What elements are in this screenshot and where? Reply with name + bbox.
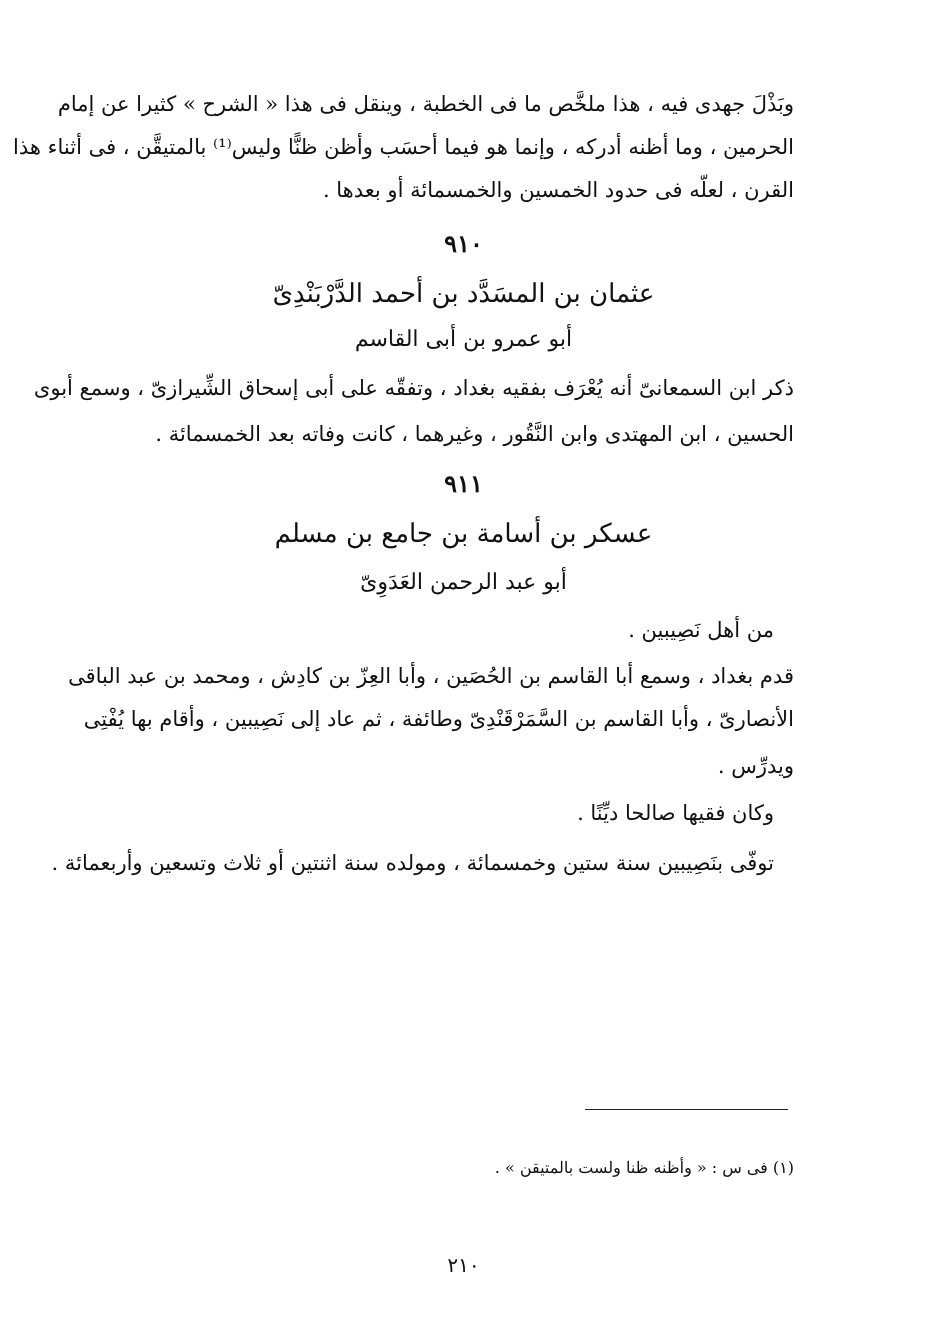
entry-911-character: وكان فقيها صالحا ديِّنًا .	[577, 801, 774, 825]
entry-name-910: عثمان بن المسَدَّد بن أحمد الدَّرْبَنْدِىّ	[272, 279, 655, 309]
entry-911-line-1: قدم بغداد ، وسمع أبا القاسم بن الحُصَين ، وأبا العِزّ بن كادِش ، ومحمد بن عبد الباقى	[68, 664, 794, 688]
entry-name-911: عسكر بن أسامة بن جامع بن مسلم	[274, 519, 653, 549]
page-number: ٢١٠	[447, 1253, 480, 1277]
entry-910-line-1: ذكر ابن السمعانىّ أنه يُعْرَف بفقيه بغداد ، وتفقّه على أبى إسحاق الشِّيرازىّ ، وسمع أبوى	[33, 376, 794, 400]
entry-911-origin: من أهل نَصِيبين .	[628, 618, 774, 642]
entry-911-line-2: الأنصارىّ ، وأبا القاسم بن السَّمَرْقَنْدِىّ وطائفة ، ثم عاد إلى نَصِيبين ، وأقام بها يُفْتِى	[83, 707, 794, 731]
entry-number-911: ٩١١	[444, 469, 483, 498]
footnote-separator	[585, 1109, 788, 1110]
entry-910-line-2: الحسين ، ابن المهتدى وابن النَّقُور ، وغيرهما ، كانت وفاته بعد الخمسمائة .	[155, 422, 794, 446]
entry-kunya-911: أبو عبد الرحمن العَدَوِىّ	[360, 570, 567, 595]
previous-entry-line-3: القرن ، لعلّه فى حدود الخمسين والخمسمائة أو بعدها .	[322, 178, 794, 202]
entry-number-910: ٩١٠	[444, 229, 483, 258]
entry-911-line-3: ويدرِّس .	[717, 754, 794, 778]
footnote: (١) فى س : « وأظنه ظنا ولست بالمتيقن » .	[494, 1158, 794, 1177]
previous-entry-line-2: الحرمين ، وما أظنه أدركه ، وإنما هو فيما أحسَب وأظن ظنًّا وليس⁽¹⁾ بالمتيقَّن ، فى أثناء هذا	[13, 135, 794, 159]
entry-kunya-910: أبو عمرو بن أبى القاسم	[354, 327, 573, 352]
entry-911-death: توفّى بنَصِيبين سنة ستين وخمسمائة ، ومولده سنة اثنتين أو ثلاث وتسعين وأربعمائة .	[51, 851, 774, 875]
previous-entry-line-1: وبَذْلَ جهدى فيه ، هذا ملخَّص ما فى الخطبة ، وينقل فى هذا « الشرح » كثيرا عن إمام	[57, 92, 794, 116]
